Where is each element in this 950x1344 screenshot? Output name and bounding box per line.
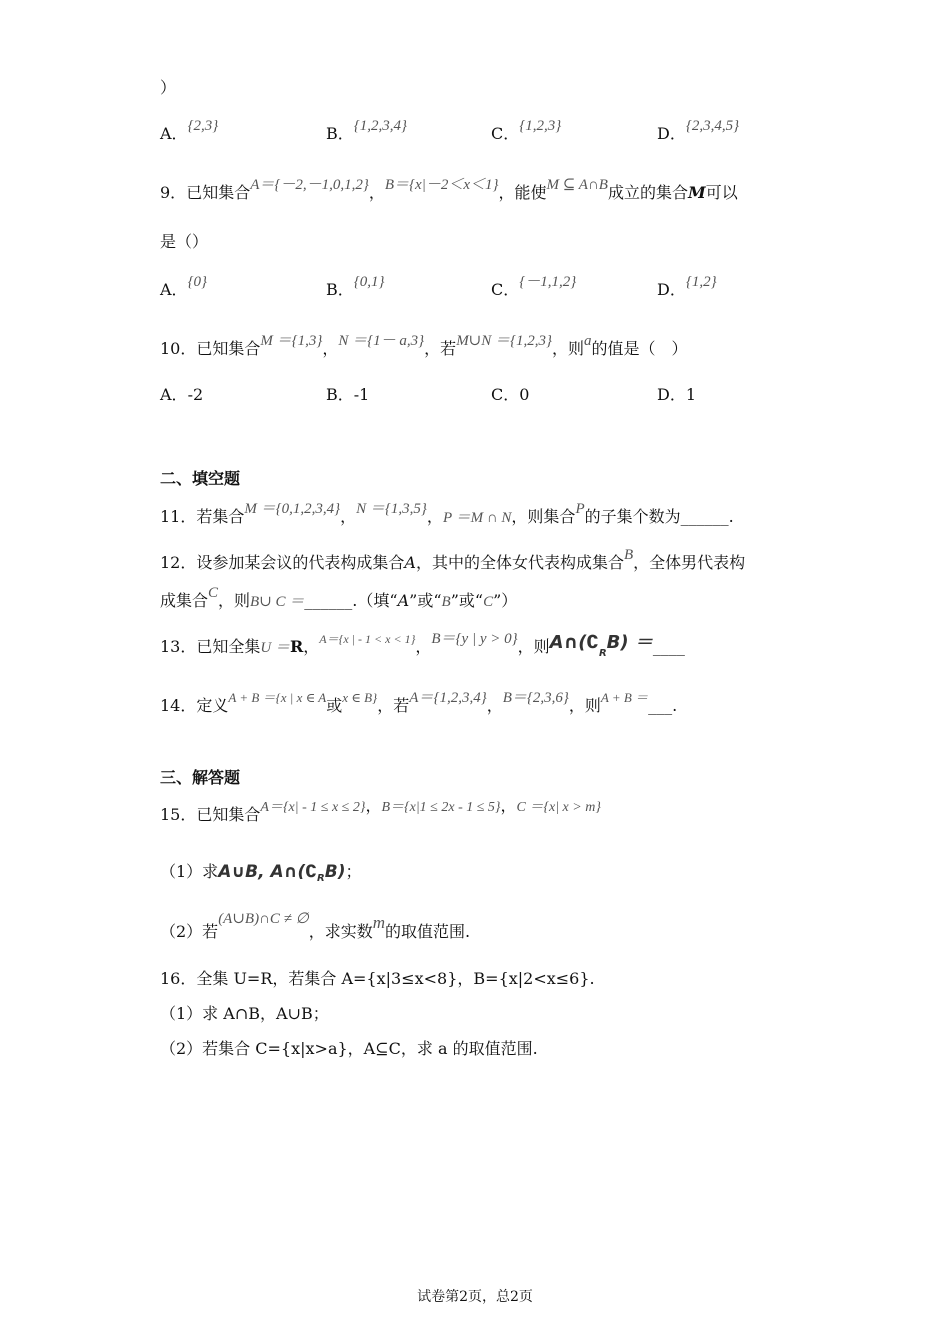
q13-math-r: R xyxy=(289,637,304,656)
q10-option-b xyxy=(326,385,369,405)
q11-math-p2: P xyxy=(575,501,585,517)
q14-math-def: A + B ＝{x | x ∈ A xyxy=(228,690,327,705)
question-11 xyxy=(160,501,734,528)
option-math: {1,2,3,4} xyxy=(353,118,408,134)
q15-part1-math: A∪B, A∩(∁ xyxy=(218,862,318,882)
q9-math-subset: M ⊆ A∩B xyxy=(546,177,608,193)
q12-text-2: ，其中的全体女代表构成集合 xyxy=(415,553,624,572)
q14-math-def2: x ∈ B} xyxy=(342,690,378,705)
q11-math-n: N ＝{1,3,5} xyxy=(356,501,427,517)
q14-text-5: ，则 xyxy=(568,696,601,715)
q10-option-d xyxy=(657,385,696,405)
question-9 xyxy=(160,177,738,204)
question-number: 11． xyxy=(160,507,197,526)
q12-math-c: C xyxy=(208,585,219,601)
q15-text-3: ， xyxy=(500,796,517,815)
question-number: 9． xyxy=(160,183,187,202)
q12-text-3: ，全体男代表构 xyxy=(633,553,746,572)
q14-text-4: ， xyxy=(486,696,503,715)
option-math: {1,2} xyxy=(685,274,717,290)
question-13 xyxy=(160,631,685,660)
q11-text-2: ， xyxy=(340,507,357,526)
q12-math-a2: A xyxy=(397,591,410,610)
q14-text-2: 或 xyxy=(326,696,343,715)
q9-math-a: A＝{－2,－1,0,1,2} xyxy=(250,177,369,193)
q15-math-c: C ＝{x| x > m} xyxy=(516,800,601,815)
q9-option-b xyxy=(326,274,385,301)
q13-math-u: U ＝ xyxy=(260,640,290,656)
question-16: 16．全集 U=R，若集合 A={x|3≤x<8}，B={x|2<x≤6}. xyxy=(160,969,595,988)
option-label: A． xyxy=(160,124,188,143)
q15-part2-text-2: ，求实数 xyxy=(308,922,373,941)
q12-math-c2: C xyxy=(483,594,494,610)
q11-text-3: ， xyxy=(426,507,443,526)
option-label: C． xyxy=(491,124,520,143)
option-label: D． xyxy=(657,280,686,299)
q15-part1-text: （1）求 xyxy=(160,862,219,881)
q12-line2-text-3: ______.（填“ xyxy=(304,591,398,610)
page-footer: 试卷第2页，总2页 xyxy=(417,1289,533,1305)
q9-option-c xyxy=(491,274,577,301)
option-label: B． xyxy=(326,280,354,299)
section-title-fill-in: 二、填空题 xyxy=(160,469,241,488)
prev-option-b xyxy=(326,118,408,145)
q15-part1-math-b: B) xyxy=(324,862,346,882)
prev-option-d xyxy=(657,118,740,145)
q14-math-sum: A + B ＝ xyxy=(600,690,649,705)
q13-math-complement: A∩(∁ xyxy=(549,632,599,653)
q9-option-d xyxy=(657,274,717,301)
q9-math-b: B＝{x|－2＜x＜1} xyxy=(384,177,499,193)
q15-part1-end: ； xyxy=(345,862,362,881)
option-math: {－1,1,2} xyxy=(519,274,577,290)
q15-math-b: B＝{x|1 ≤ 2x - 1 ≤ 5} xyxy=(381,800,501,815)
question-number: 13． xyxy=(160,637,197,656)
q12-line2-text-2: ，则 xyxy=(218,591,251,610)
question-16-part1: （1）求 A∩B，A∪B； xyxy=(160,1004,329,1023)
q13-text-1: 已知全集 xyxy=(196,637,261,656)
option-math: {2,3} xyxy=(187,118,219,134)
q15-part1-math-sub: R xyxy=(317,873,325,884)
q9-text-4: 成立的集合 xyxy=(607,183,688,202)
prev-question-paren: ） xyxy=(160,78,177,97)
q15-text-2: ， xyxy=(365,796,382,815)
q12-math-union: B∪ C ＝ xyxy=(250,594,305,610)
question-15-part1 xyxy=(160,862,362,885)
q10-text-4: ，则 xyxy=(552,339,585,358)
q9-text-2: ， xyxy=(368,183,385,202)
q12-line2-text-1: 成集合 xyxy=(160,591,209,610)
question-number: 10． xyxy=(160,339,197,358)
q10-text-5: 的值是（ ） xyxy=(591,339,688,358)
option-value: 0 xyxy=(519,385,530,404)
question-number: 14． xyxy=(160,696,197,715)
q12-math-a: A xyxy=(404,553,416,572)
option-math: {2,3,4,5} xyxy=(685,118,740,134)
section-title-answer: 三、解答题 xyxy=(160,768,241,787)
option-value: 1 xyxy=(685,385,697,404)
q14-math-a: A＝{1,2,3,4} xyxy=(409,690,487,706)
q10-math-m: M ＝{1,3} xyxy=(260,333,323,349)
q11-text-5: 的子集个数为______. xyxy=(584,507,734,526)
q11-math-m: M ＝{0,1,2,3,4} xyxy=(244,501,341,517)
q12-line2-text-6: ”） xyxy=(493,591,518,610)
option-label: A． xyxy=(160,385,188,404)
option-label: A． xyxy=(160,280,188,299)
q10-math-union: M∪N ＝{1,2,3} xyxy=(456,333,553,349)
option-label: B． xyxy=(326,124,354,143)
question-10 xyxy=(160,333,688,360)
q15-part2-text-1: （2）若 xyxy=(160,922,219,941)
question-15-part2 xyxy=(160,911,471,943)
option-math: {1,2,3} xyxy=(519,118,562,134)
q10-text-3: ，若 xyxy=(424,339,457,358)
q12-text-1: 设参加某会议的代表构成集合 xyxy=(196,553,405,572)
question-14 xyxy=(160,690,678,717)
q12-math-b2: B xyxy=(441,594,451,610)
option-label: B． xyxy=(326,385,354,404)
q12-math-b: B xyxy=(623,547,634,563)
q13-text-4: ，则 xyxy=(517,637,550,656)
q13-text-3: ， xyxy=(415,637,432,656)
q13-text-2: ， xyxy=(303,637,320,656)
option-label: D． xyxy=(657,385,686,404)
q14-math-b: B＝{2,3,6} xyxy=(502,690,569,706)
q13-text-5: ____ xyxy=(652,637,685,656)
q10-text-2: ， xyxy=(322,339,339,358)
q14-text-6: ___. xyxy=(648,696,678,715)
q13-math-complement-sub: R xyxy=(598,648,607,659)
q15-math-a: A＝{x| - 1 ≤ x ≤ 2} xyxy=(260,800,366,815)
question-15 xyxy=(160,796,601,827)
prev-option-c xyxy=(491,118,562,145)
q14-text-1: 定义 xyxy=(196,696,229,715)
q13-math-a: A＝{x | - 1 < x < 1} xyxy=(319,632,416,646)
option-value: -2 xyxy=(187,385,204,404)
q9-text-1: 已知集合 xyxy=(186,183,251,202)
q11-math-p: P ＝M ∩ N xyxy=(442,510,512,526)
q10-option-a xyxy=(160,385,203,405)
q10-text-1: 已知集合 xyxy=(196,339,261,358)
option-label: C． xyxy=(491,280,520,299)
q11-text-1: 若集合 xyxy=(196,507,245,526)
question-12-line2 xyxy=(160,585,518,612)
q15-part2-text-3: 的取值范围. xyxy=(385,922,471,941)
question-12 xyxy=(160,547,746,574)
question-16-part2: （2）若集合 C={x|x>a}，A⊆C，求 a 的取值范围. xyxy=(160,1039,538,1058)
question-9-line2: 是（） xyxy=(160,232,209,251)
q9-math-m: M xyxy=(687,183,706,202)
q12-line2-text-5: ”或“ xyxy=(450,591,484,610)
question-number: 12． xyxy=(160,553,197,572)
q9-option-a xyxy=(160,274,208,301)
q12-line2-text-4: ”或“ xyxy=(409,591,442,610)
q10-math-a: a xyxy=(584,333,592,349)
q11-text-4: ，则集合 xyxy=(511,507,576,526)
q15-part2-math: (A∪B)∩C ≠ ∅ xyxy=(218,911,309,927)
q10-math-n: N ＝{1－ a,3} xyxy=(338,333,425,349)
option-math: {0} xyxy=(187,274,208,290)
option-label: C． xyxy=(491,385,520,404)
option-label: D． xyxy=(657,124,686,143)
q10-option-c xyxy=(491,385,529,405)
option-math: {0,1} xyxy=(353,274,385,290)
question-number: 15． xyxy=(160,805,197,824)
q9-text-3: ，能使 xyxy=(498,183,547,202)
q15-part2-math-m: m xyxy=(372,913,386,932)
q13-math-b: B＝{y | y > 0} xyxy=(431,631,518,647)
prev-option-a xyxy=(160,118,219,145)
q13-math-complement-b: B) ＝ xyxy=(606,632,653,653)
option-value: -1 xyxy=(353,385,370,404)
q15-text-1: 已知集合 xyxy=(196,805,261,824)
q14-text-3: ，若 xyxy=(377,696,410,715)
q9-text-5: 可以 xyxy=(705,183,738,202)
